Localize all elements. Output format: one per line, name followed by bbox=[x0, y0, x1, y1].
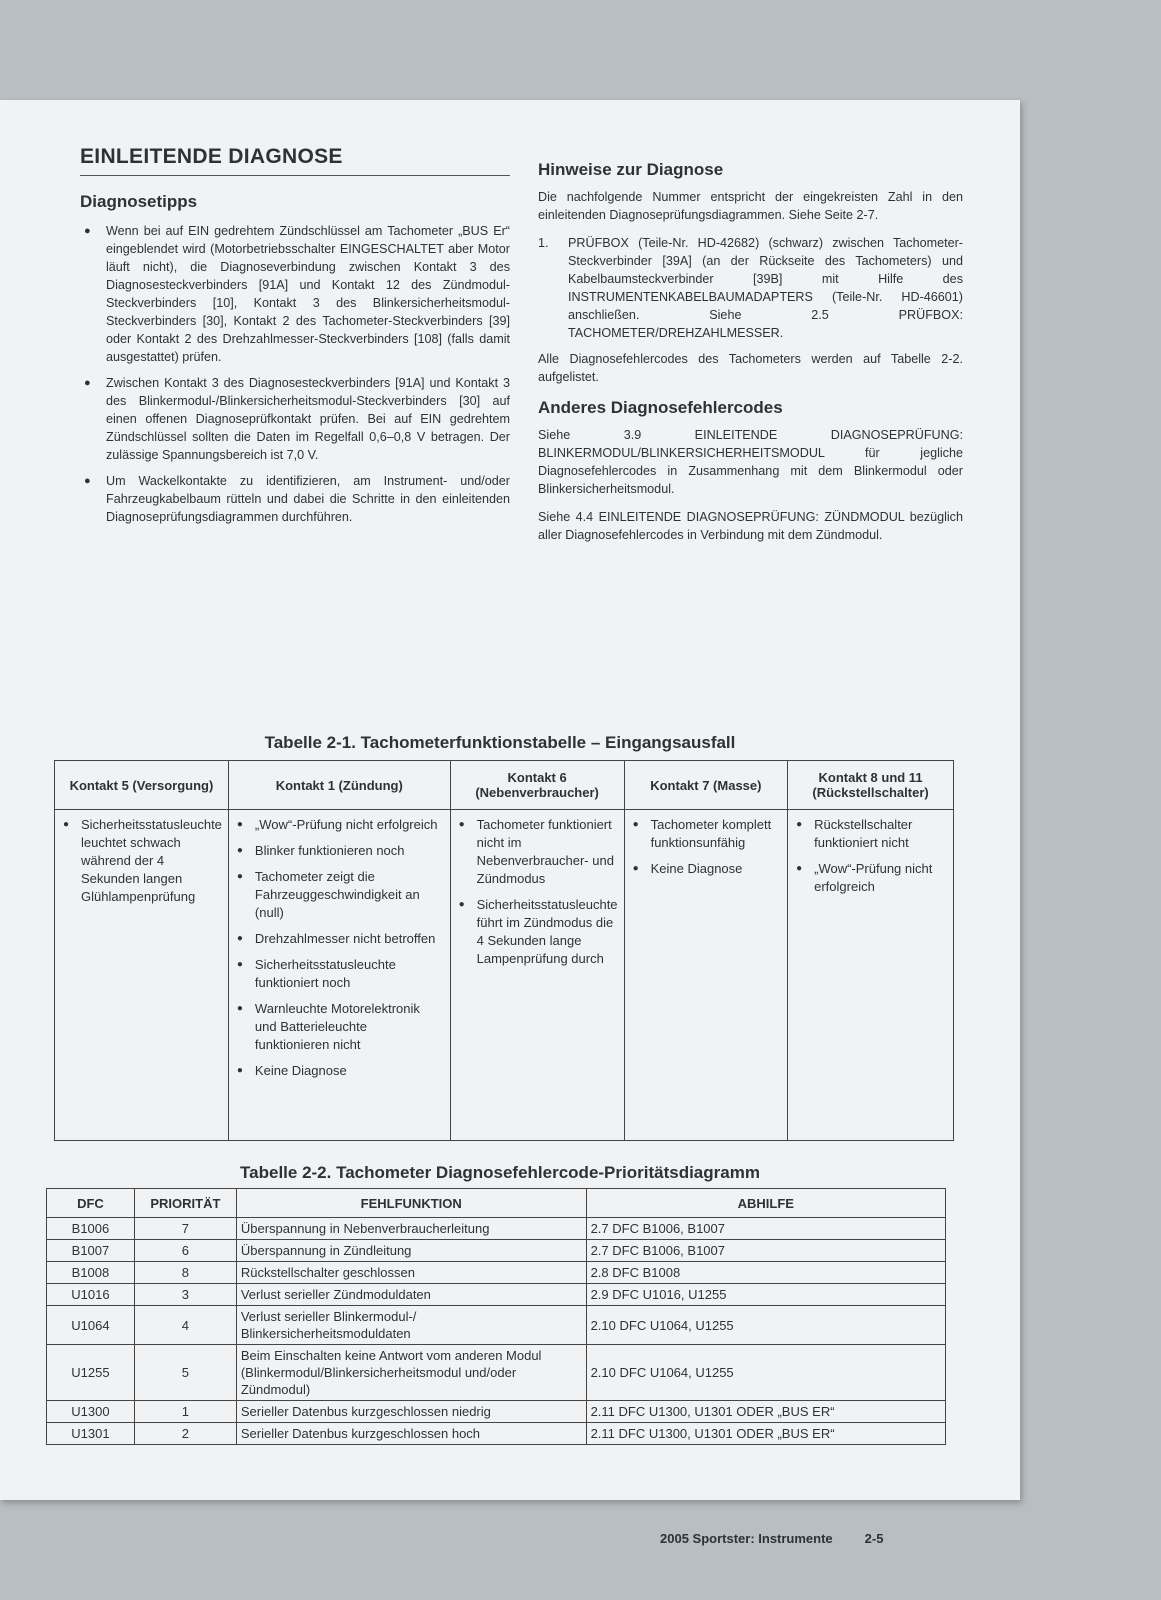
column-header: FEHLFUNKTION bbox=[236, 1189, 586, 1218]
remedy-cell: 2.7 DFC B1006, B1007 bbox=[586, 1218, 945, 1240]
remedy-cell: 2.10 DFC U1064, U1255 bbox=[586, 1345, 945, 1401]
dfc-cell: U1016 bbox=[47, 1284, 135, 1306]
manual-page bbox=[0, 100, 1020, 1546]
remedy-cell: 2.11 DFC U1300, U1301 ODER „BUS ER“ bbox=[586, 1423, 945, 1445]
remedy-cell: 2.10 DFC U1064, U1255 bbox=[586, 1306, 945, 1345]
malfunction-cell: Serieller Datenbus kurzgeschlossen niedrig bbox=[236, 1401, 586, 1423]
paragraph: Die nachfolgende Nummer entspricht der eingekreisten Zahl in den einleitenden Diagnoseprüfungsdiagrammen. Siehe Seite 2-7. bbox=[538, 190, 963, 222]
priority-cell: 3 bbox=[134, 1284, 236, 1306]
list-item: ● Sicherheitsstatusleuchte funktioniert noch bbox=[235, 956, 444, 992]
priority-cell: 5 bbox=[134, 1345, 236, 1401]
list-item: ● Blinker funktionieren noch bbox=[235, 842, 444, 860]
malfunction-cell: Überspannung in Nebenverbraucherleitung bbox=[236, 1218, 586, 1240]
list-item: ● Tachometer funktioniert nicht im Nebenverbraucher- und Zündmodus bbox=[457, 816, 618, 888]
table-row bbox=[47, 1423, 946, 1445]
table-row bbox=[47, 1218, 946, 1240]
list-item: ● Keine Diagnose bbox=[235, 1062, 444, 1080]
list-item: ● Wenn bei auf EIN gedrehtem Zündschlüssel am Tachometer „BUS Er“ eingeblendet wird (Motorbetriebsschalter EINGESCHALTET aber Motor läuft nicht), die Diagnoseverbindung zwischen Kontakt 3 des Diagnosesteckverbinders [91A] und Kontakt 12 des Zündmodul-Steckverbinders [10], Kontakt 3 des Blinkersicherheitsmodul-Steckverbinders [30], Kontakt 2 des Tachometer-Steckverbinders [39] oder Kontakt 2 des Drehzahlmesser-Steckverbinders [108] (falls damit ausgestattet) prüfen. bbox=[80, 222, 510, 366]
priority-cell: 2 bbox=[134, 1423, 236, 1445]
priority-cell: 8 bbox=[134, 1262, 236, 1284]
page-footer bbox=[660, 1531, 883, 1546]
subsection-title: Hinweise zur Diagnose bbox=[538, 160, 724, 179]
table-cell bbox=[788, 810, 954, 1141]
section-title: EINLEITENDE DIAGNOSE bbox=[80, 145, 510, 176]
table-row bbox=[47, 1284, 946, 1306]
dfc-cell: U1064 bbox=[47, 1306, 135, 1345]
column-header: Kontakt 7 (Masse) bbox=[624, 761, 788, 810]
dfc-cell: B1007 bbox=[47, 1240, 135, 1262]
left-column bbox=[80, 145, 510, 534]
priority-cell: 7 bbox=[134, 1218, 236, 1240]
right-column bbox=[538, 160, 963, 554]
remedy-cell: 2.7 DFC B1006, B1007 bbox=[586, 1240, 945, 1262]
subsection-title: Anderes Diagnosefehlercodes bbox=[538, 398, 783, 417]
list-item: ● Sicherheitsstatusleuchte leuchtet schwach während der 4 Sekunden langen Glühlampenprüfung bbox=[61, 816, 222, 906]
subsection-title: Diagnosetipps bbox=[80, 192, 198, 211]
dfc-cell: U1300 bbox=[47, 1401, 135, 1423]
list-item: ● Tachometer zeigt die Fahrzeuggeschwindigkeit an (null) bbox=[235, 868, 444, 922]
table2-title: Tabelle 2-2. Tachometer Diagnosefehlercode-Prioritätsdiagramm bbox=[240, 1163, 760, 1182]
priority-cell: 4 bbox=[134, 1306, 236, 1345]
remedy-cell: 2.11 DFC U1300, U1301 ODER „BUS ER“ bbox=[586, 1401, 945, 1423]
priority-cell: 6 bbox=[134, 1240, 236, 1262]
item-number: 1. bbox=[538, 236, 549, 250]
dfc-cell: B1008 bbox=[47, 1262, 135, 1284]
page-number: 2-5 bbox=[864, 1531, 884, 1546]
table-row bbox=[47, 1345, 946, 1401]
malfunction-cell: Verlust serieller Zündmoduldaten bbox=[236, 1284, 586, 1306]
list-item: ● Warnleuchte Motorelektronik und Batterieleuchte funktionieren nicht bbox=[235, 1000, 444, 1054]
dtc-priority-table bbox=[46, 1188, 946, 1445]
table-row bbox=[47, 1240, 946, 1262]
table-cell bbox=[624, 810, 788, 1141]
table1-title: Tabelle 2-1. Tachometerfunktionstabelle – Eingangsausfall bbox=[264, 733, 736, 752]
list-item: ● Rückstellschalter funktioniert nicht bbox=[794, 816, 947, 852]
footer-title: 2005 Sportster: Instrumente bbox=[660, 1531, 833, 1546]
list-item: ● Keine Diagnose bbox=[631, 860, 782, 878]
table-header-row bbox=[47, 1189, 946, 1218]
table-row bbox=[47, 1306, 946, 1345]
dfc-cell: B1006 bbox=[47, 1218, 135, 1240]
item-text: PRÜFBOX (Teile-Nr. HD-42682) (schwarz) zwischen Tachometer-Steckverbinder [39A] (an der Rückseite des Tachometers) und Kabelbaumsteckverbinder [39B] mit Hilfe des INSTRUMENTENKABELBAUMADAPTERS (Teile-Nr. HD-46601) anschließen. Siehe 2.5 PRÜFBOX: TACHOMETER/DREHZAHLMESSER. bbox=[568, 236, 963, 340]
table-row bbox=[47, 1262, 946, 1284]
tips-list bbox=[80, 222, 510, 526]
table-header-row bbox=[55, 761, 954, 810]
list-item: ● „Wow“-Prüfung nicht erfolgreich bbox=[235, 816, 444, 834]
malfunction-cell: Überspannung in Zündleitung bbox=[236, 1240, 586, 1262]
paragraph: Alle Diagnosefehlercodes des Tachometers werden auf Tabelle 2-2. aufgelistet. bbox=[538, 352, 963, 384]
function-table bbox=[54, 760, 954, 1141]
numbered-list bbox=[538, 234, 963, 342]
column-header: Kontakt 5 (Versorgung) bbox=[55, 761, 229, 810]
table-row bbox=[47, 1401, 946, 1423]
malfunction-cell: Verlust serieller Blinkermodul-/ Blinkersicherheitsmoduldaten bbox=[236, 1306, 586, 1345]
column-header: DFC bbox=[47, 1189, 135, 1218]
list-item: ● Sicherheitsstatusleuchte führt im Zündmodus die 4 Sekunden lange Lampenprüfung durch bbox=[457, 896, 618, 968]
column-header: PRIORITÄT bbox=[134, 1189, 236, 1218]
table-row bbox=[55, 810, 954, 1141]
column-header: Kontakt 1 (Zündung) bbox=[228, 761, 450, 810]
paragraph: Siehe 4.4 EINLEITENDE DIAGNOSEPRÜFUNG: ZÜNDMODUL bezüglich aller Diagnosefehlercodes in Verbindung mit dem Zündmodul. bbox=[538, 510, 963, 542]
remedy-cell: 2.9 DFC U1016, U1255 bbox=[586, 1284, 945, 1306]
list-item: ● Drehzahlmesser nicht betroffen bbox=[235, 930, 444, 948]
paragraph: Siehe 3.9 EINLEITENDE DIAGNOSEPRÜFUNG: BLINKERMODUL/BLINKERSICHERHEITSMODUL für jegliche Diagnosefehlercodes in Zusammenhang mit dem Blinkermodul oder Blinkersicherheitsmodul. bbox=[538, 428, 963, 496]
list-item: ● „Wow“-Prüfung nicht erfolgreich bbox=[794, 860, 947, 896]
malfunction-cell: Rückstellschalter geschlossen bbox=[236, 1262, 586, 1284]
remedy-cell: 2.8 DFC B1008 bbox=[586, 1262, 945, 1284]
column-header: Kontakt 6 (Nebenverbraucher) bbox=[450, 761, 624, 810]
dfc-cell: U1255 bbox=[47, 1345, 135, 1401]
list-item: ● Zwischen Kontakt 3 des Diagnosesteckverbinders [91A] und Kontakt 3 des Blinkermodul-/Blinkersicherheitsmodul-Steckverbinders [30] auf einen offenen Diagnoseprüfkontakt prüfen. Bei auf EIN gedrehtem Zündschlüssel sollten die Daten im Regelfall 0,6–0,8 V betragen. Der zulässige Spannungsbereich ist 7,0 V. bbox=[80, 374, 510, 464]
list-item: ● Tachometer komplett funktionsunfähig bbox=[631, 816, 782, 852]
table-cell bbox=[228, 810, 450, 1141]
dfc-cell: U1301 bbox=[47, 1423, 135, 1445]
column-header: Kontakt 8 und 11 (Rückstellschalter) bbox=[788, 761, 954, 810]
table-cell bbox=[55, 810, 229, 1141]
list-item bbox=[538, 234, 963, 342]
malfunction-cell: Serieller Datenbus kurzgeschlossen hoch bbox=[236, 1423, 586, 1445]
column-header: ABHILFE bbox=[586, 1189, 945, 1218]
priority-cell: 1 bbox=[134, 1401, 236, 1423]
table-cell bbox=[450, 810, 624, 1141]
malfunction-cell: Beim Einschalten keine Antwort vom anderen Modul (Blinkermodul/Blinkersicherheitsmodul und/oder Zündmodul) bbox=[236, 1345, 586, 1401]
list-item: ● Um Wackelkontakte zu identifizieren, am Instrument- und/oder Fahrzeugkabelbaum rütteln und dabei die Schritte in den einleitenden Diagnoseprüfungsdiagrammen durchführen. bbox=[80, 472, 510, 526]
